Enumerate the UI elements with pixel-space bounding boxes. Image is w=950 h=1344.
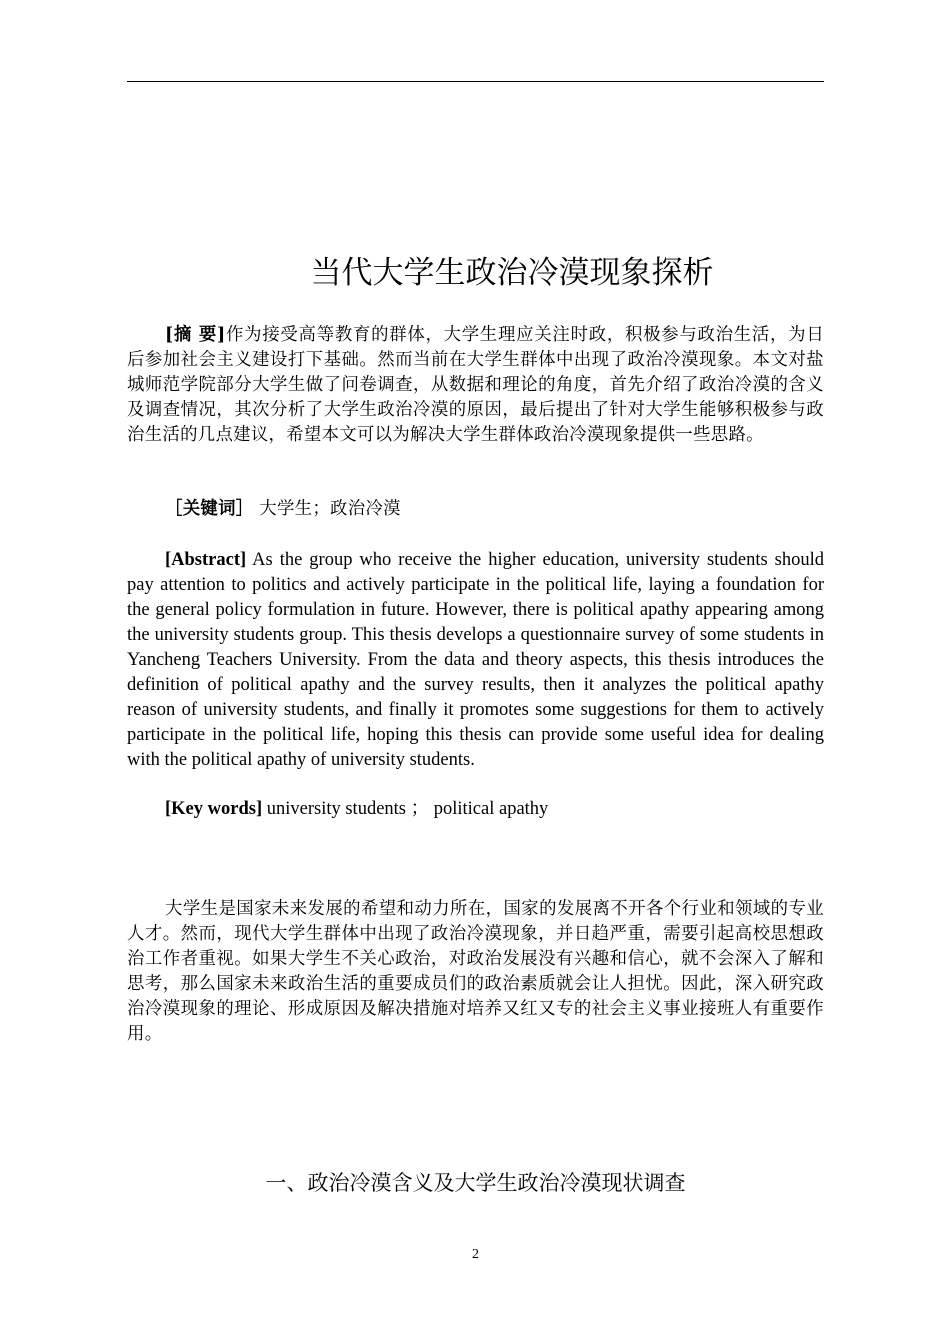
abstract-cn bbox=[127, 323, 824, 448]
page-number: 2 bbox=[472, 1247, 479, 1262]
section-heading: 一、政治冷漠含义及大学生政治冷漠现状调查 bbox=[265, 1171, 686, 1195]
abstract-cn-label: [摘 要] bbox=[165, 325, 226, 345]
header-rule bbox=[127, 81, 824, 82]
keywords-cn-text: 大学生；政治冷漠 bbox=[253, 499, 401, 519]
keywords-cn-label: ［关键词］ bbox=[165, 499, 254, 519]
abstract-en-text: As the group who receive the higher education, university students should pay attention to politics and actively participate in the political life, laying a foundation for the general policy formulation in future. However, there is political apathy appearing among the university students group. This thesis develops a questionnaire survey of some students in Yancheng Teachers University. From the data and theory aspects, this thesis introduces the definition of political apathy and the survey results, then it analyzes the political apathy reason of university students, and finally it promotes some suggestions for them to actively participate in the political life, hoping this thesis can provide some useful idea for dealing with the political apathy of university students. bbox=[127, 550, 824, 770]
abstract-cn-text: 作为接受高等教育的群体，大学生理应关注时政，积极参与政治生活，为日后参加社会主义建设打下基础。然而当前在大学生群体中出现了政治冷漠现象。本文对盐城师范学院部分大学生做了问卷调查，从数据和理论的角度，首先介绍了政治冷漠的含义及调查情况，其次分析了大学生政治冷漠的原因，最后提出了针对大学生能够积极参与政治生活的几点建议，希望本文可以为解决大学生群体政治冷漠现象提供一些思路。 bbox=[127, 325, 825, 445]
abstract-en bbox=[127, 548, 824, 773]
keywords-cn bbox=[127, 497, 824, 522]
abstract-en-label: [Abstract] bbox=[165, 550, 247, 570]
keywords-en-label: [Key words] bbox=[165, 799, 263, 819]
intro-paragraph: 大学生是国家未来发展的希望和动力所在，国家的发展离不开各个行业和领域的专业人才。然而，现代大学生群体中出现了政治冷漠现象，并日趋严重，需要引起高校思想政治工作者重视。如果大学生不关心政治，对政治发展没有兴趣和信心，就不会深入了解和思考，那么国家未来政治生活的重要成员们的政治素质就会让人担忧。因此，深入研究政治冷漠现象的理论、形成原因及解决措施对培养又红又专的社会主义事业接班人有重要作用。 bbox=[127, 899, 824, 1044]
document-title: 当代大学生政治冷漠现象探析 bbox=[310, 255, 714, 291]
keywords-en bbox=[127, 797, 824, 822]
keywords-en-text: university students ； political apathy bbox=[262, 799, 549, 819]
